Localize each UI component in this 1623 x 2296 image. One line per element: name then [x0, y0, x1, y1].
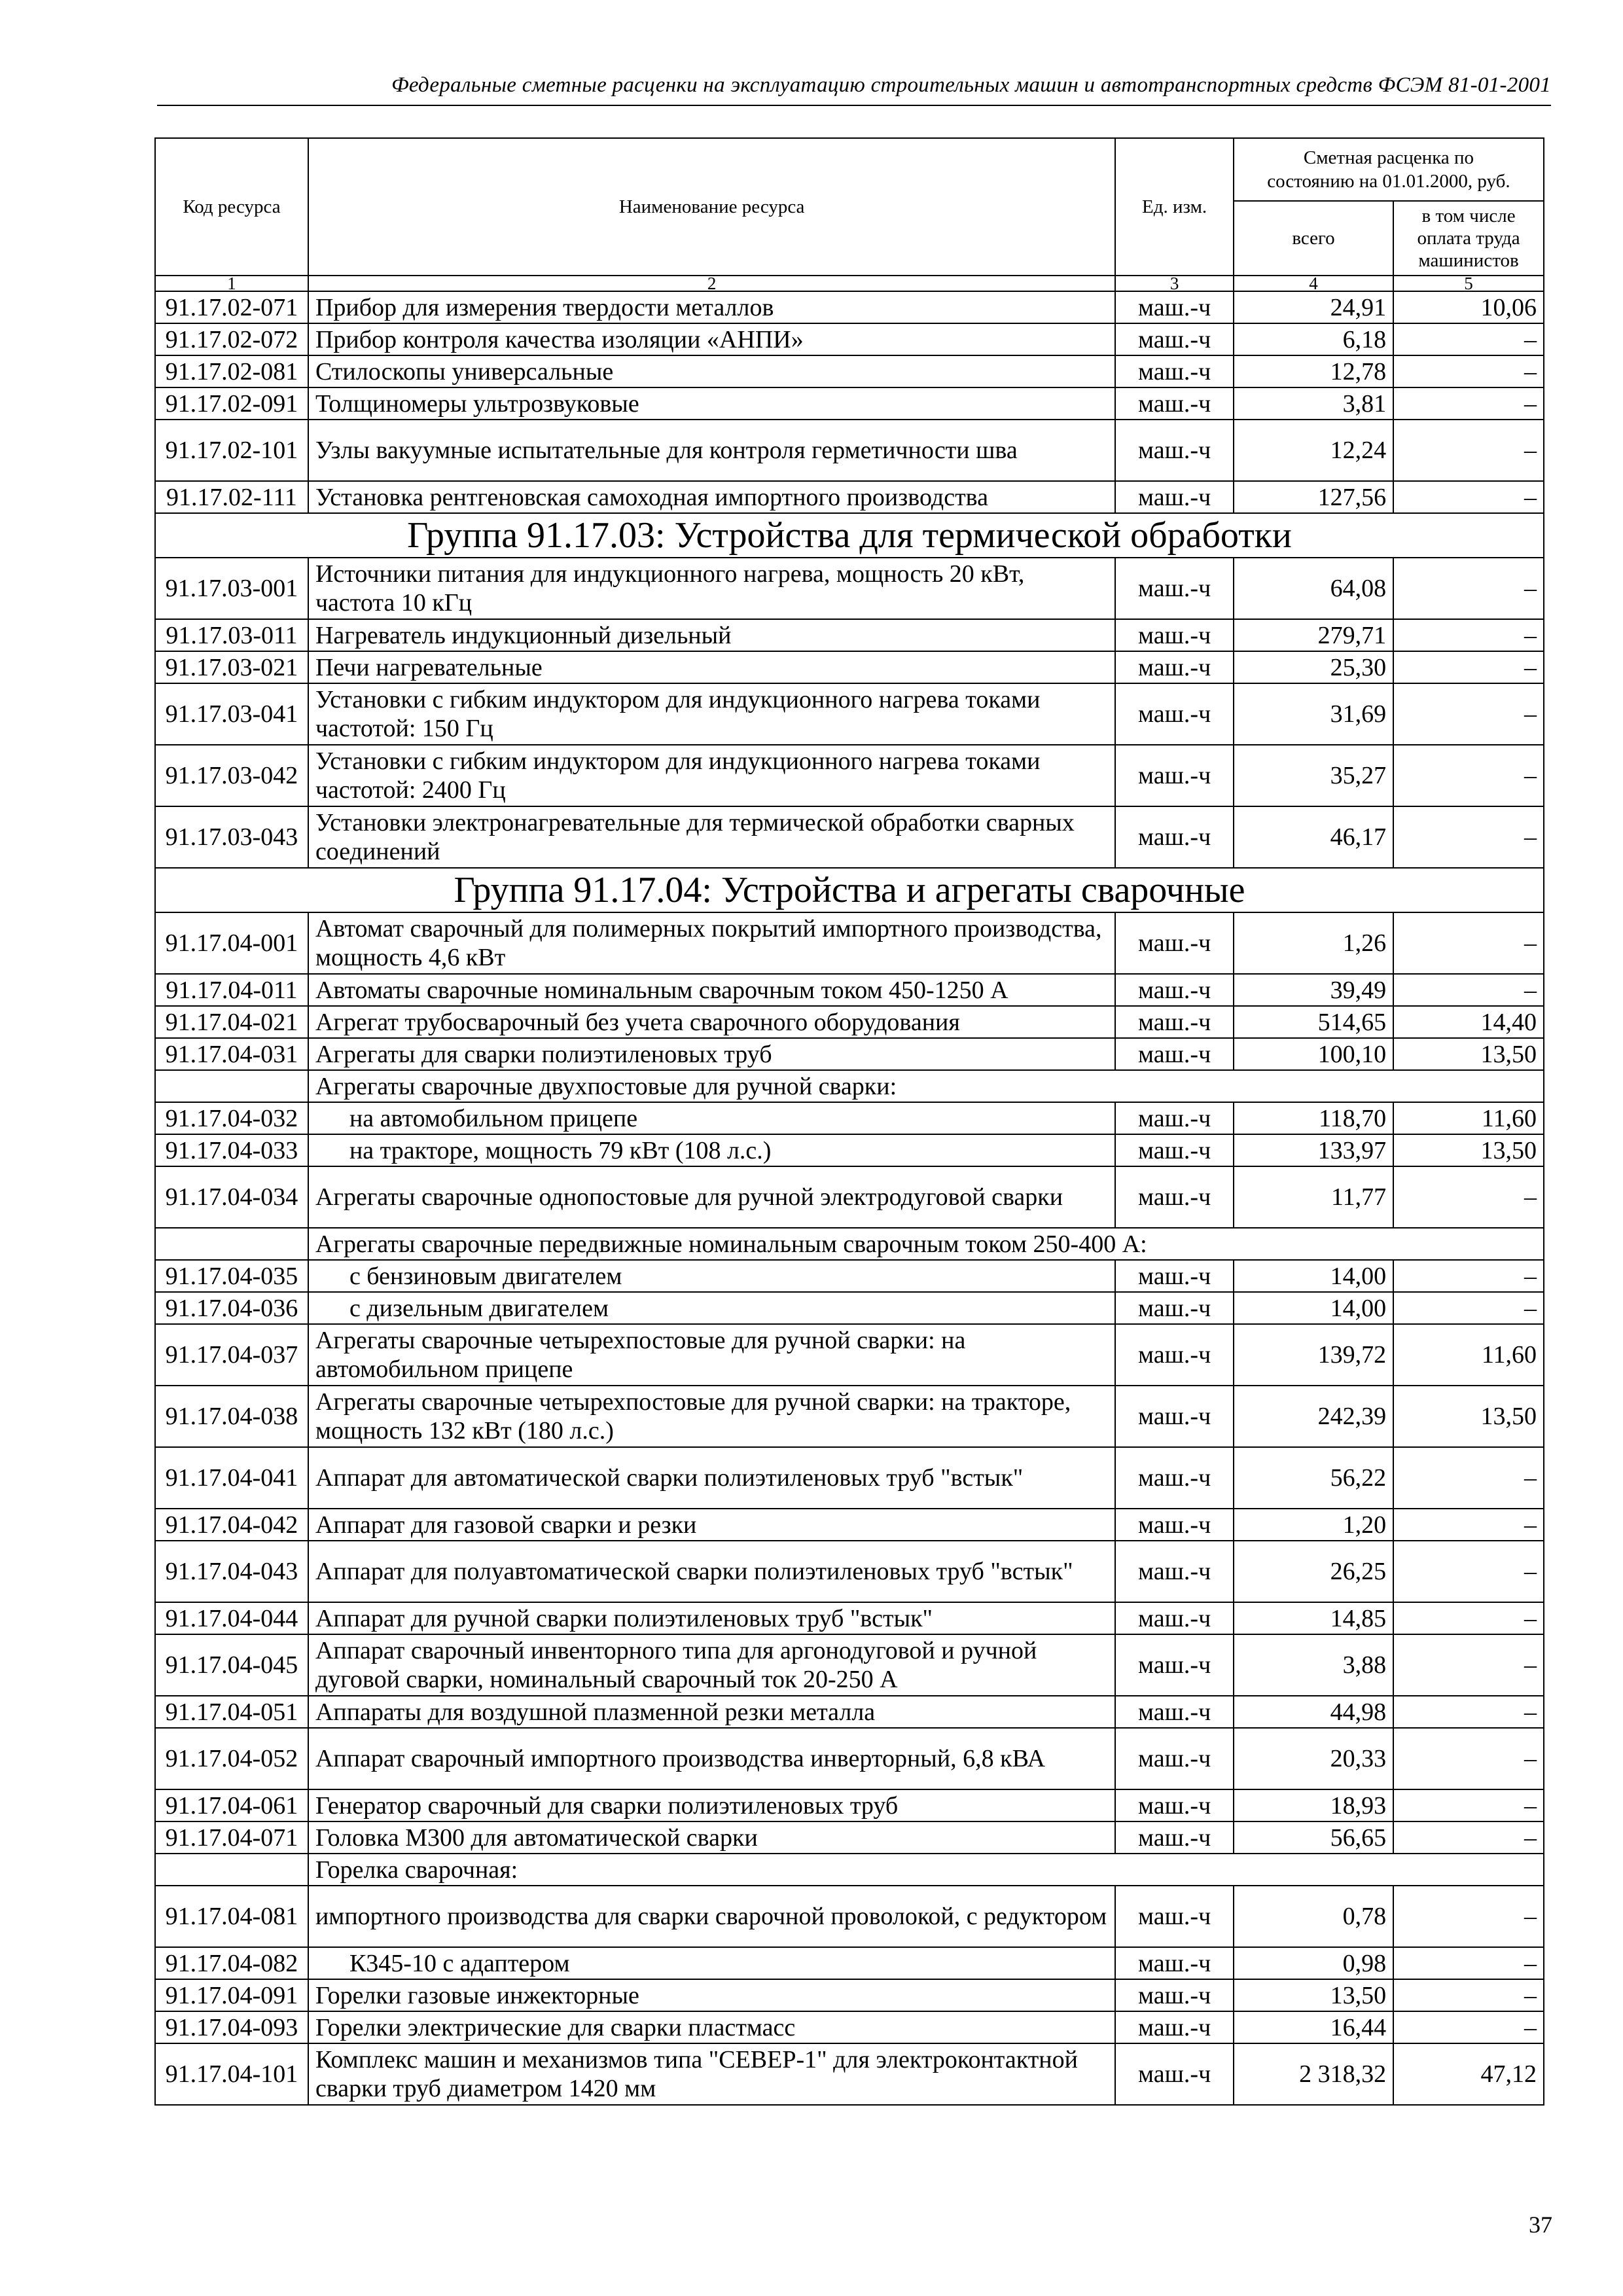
table-row: [155, 974, 1544, 1006]
caption-row: [155, 1228, 1544, 1260]
table-row: [155, 323, 1544, 355]
name-cell: Аппарат сварочный импортного производства инверторный, 6,8 кВА: [308, 1728, 1115, 1789]
header-rule: [157, 105, 1551, 106]
labor-cell: –: [1393, 1602, 1544, 1634]
table-row: [155, 619, 1544, 651]
labor-cell: –: [1393, 1696, 1544, 1728]
header-total: всего: [1234, 201, 1393, 276]
total-cell: 14,00: [1234, 1292, 1393, 1324]
labor-cell: –: [1393, 420, 1544, 481]
name-cell: Установка рентгеновская самоходная импортного производства: [308, 481, 1115, 513]
table-row: [155, 355, 1544, 387]
labor-cell: 47,12: [1393, 2043, 1544, 2105]
unit-cell: маш.-ч: [1115, 1947, 1234, 1979]
table-row: [155, 1541, 1544, 1602]
unit-cell: маш.-ч: [1115, 683, 1234, 745]
total-cell: 64,08: [1234, 558, 1393, 619]
unit-cell: маш.-ч: [1115, 1006, 1234, 1038]
code-cell: 91.17.04-038: [155, 1386, 308, 1447]
code-cell: 91.17.02-091: [155, 387, 308, 420]
code-cell: 91.17.04-034: [155, 1166, 308, 1228]
unit-cell: маш.-ч: [1115, 1886, 1234, 1947]
labor-cell: –: [1393, 1789, 1544, 1821]
table-row: [155, 420, 1544, 481]
name-cell: на тракторе, мощность 79 кВт (108 л.с.): [308, 1134, 1115, 1166]
code-cell: 91.17.04-101: [155, 2043, 308, 2105]
unit-cell: маш.-ч: [1115, 1260, 1234, 1292]
table-row: [155, 481, 1544, 513]
labor-cell: –: [1393, 1947, 1544, 1979]
total-cell: 35,27: [1234, 745, 1393, 806]
table-row: [155, 1166, 1544, 1228]
code-cell: 91.17.04-082: [155, 1947, 308, 1979]
unit-cell: маш.-ч: [1115, 1634, 1234, 1696]
total-cell: 16,44: [1234, 2011, 1393, 2043]
code-cell: 91.17.03-043: [155, 806, 308, 868]
caption-row: [155, 1070, 1544, 1102]
code-cell: 91.17.04-036: [155, 1292, 308, 1324]
name-cell: Агрегаты сварочные четырехпостовые для ручной сварки: на автомобильном прицепе: [308, 1324, 1115, 1386]
total-cell: 3,88: [1234, 1634, 1393, 1696]
table-body: [155, 291, 1544, 2105]
table-row: [155, 1324, 1544, 1386]
total-cell: 11,77: [1234, 1166, 1393, 1228]
caption-cell: Агрегаты сварочные двухпостовые для ручной сварки:: [308, 1070, 1544, 1102]
code-cell: 91.17.04-041: [155, 1447, 308, 1509]
unit-cell: маш.-ч: [1115, 745, 1234, 806]
table-row: [155, 291, 1544, 323]
caption-cell: Горелка сварочная:: [308, 1854, 1544, 1886]
unit-cell: маш.-ч: [1115, 1602, 1234, 1634]
column-number: 1: [155, 276, 308, 291]
labor-cell: –: [1393, 1260, 1544, 1292]
unit-cell: маш.-ч: [1115, 387, 1234, 420]
column-number: 3: [1115, 276, 1234, 291]
labor-cell: –: [1393, 1728, 1544, 1789]
code-cell: [155, 1070, 308, 1102]
header-name: Наименование ресурса: [308, 138, 1115, 276]
name-cell: Аппарат для газовой сварки и резки: [308, 1509, 1115, 1541]
table-row: [155, 1979, 1544, 2011]
labor-cell: –: [1393, 651, 1544, 683]
table-row: [155, 387, 1544, 420]
caption-cell: Агрегаты сварочные передвижные номинальным сварочным током 250-400 А:: [308, 1228, 1544, 1260]
labor-cell: –: [1393, 1292, 1544, 1324]
unit-cell: маш.-ч: [1115, 651, 1234, 683]
code-cell: 91.17.03-042: [155, 745, 308, 806]
labor-cell: –: [1393, 619, 1544, 651]
name-cell: Горелки газовые инжекторные: [308, 1979, 1115, 2011]
table-row: [155, 683, 1544, 745]
total-cell: 100,10: [1234, 1038, 1393, 1070]
name-cell: импортного производства для сварки сварочной проволокой, с редуктором: [308, 1886, 1115, 1947]
labor-cell: –: [1393, 1541, 1544, 1602]
name-cell: Нагреватель индукционный дизельный: [308, 619, 1115, 651]
labor-cell: –: [1393, 745, 1544, 806]
name-cell: Автомат сварочный для полимерных покрытий импортного производства, мощность 4,6 кВт: [308, 912, 1115, 974]
unit-cell: маш.-ч: [1115, 323, 1234, 355]
code-cell: 91.17.04-081: [155, 1886, 308, 1947]
total-cell: 1,26: [1234, 912, 1393, 974]
unit-cell: маш.-ч: [1115, 1541, 1234, 1602]
labor-cell: 13,50: [1393, 1386, 1544, 1447]
unit-cell: маш.-ч: [1115, 1821, 1234, 1854]
name-cell: на автомобильном прицепе: [308, 1102, 1115, 1134]
unit-cell: маш.-ч: [1115, 1166, 1234, 1228]
name-cell: Аппарат для полуавтоматической сварки полиэтиленовых труб "встык": [308, 1541, 1115, 1602]
unit-cell: маш.-ч: [1115, 974, 1234, 1006]
total-cell: 2 318,32: [1234, 2043, 1393, 2105]
labor-cell: 14,40: [1393, 1006, 1544, 1038]
code-cell: 91.17.04-091: [155, 1979, 308, 2011]
name-cell: Источники питания для индукционного нагрева, мощность 20 кВт, частота 10 кГц: [308, 558, 1115, 619]
code-cell: 91.17.04-093: [155, 2011, 308, 2043]
code-cell: 91.17.02-111: [155, 481, 308, 513]
header-unit: Ед. изм.: [1115, 138, 1234, 276]
name-cell: Узлы вакуумные испытательные для контроля герметичности шва: [308, 420, 1115, 481]
column-number: 4: [1234, 276, 1393, 291]
total-cell: 12,78: [1234, 355, 1393, 387]
table-row: [155, 1821, 1544, 1854]
unit-cell: маш.-ч: [1115, 481, 1234, 513]
code-cell: 91.17.03-011: [155, 619, 308, 651]
total-cell: 13,50: [1234, 1979, 1393, 2011]
name-cell: Агрегаты сварочные однопостовые для ручной электродуговой сварки: [308, 1166, 1115, 1228]
total-cell: 31,69: [1234, 683, 1393, 745]
total-cell: 1,20: [1234, 1509, 1393, 1541]
table-row: [155, 1696, 1544, 1728]
unit-cell: маш.-ч: [1115, 2043, 1234, 2105]
table-row: [155, 1886, 1544, 1947]
labor-cell: 10,06: [1393, 291, 1544, 323]
unit-cell: маш.-ч: [1115, 1292, 1234, 1324]
total-cell: 139,72: [1234, 1324, 1393, 1386]
code-cell: 91.17.03-001: [155, 558, 308, 619]
table-row: [155, 651, 1544, 683]
total-cell: 46,17: [1234, 806, 1393, 868]
name-cell: Установки электронагревательные для термической обработки сварных соединений: [308, 806, 1115, 868]
total-cell: 514,65: [1234, 1006, 1393, 1038]
labor-cell: –: [1393, 1979, 1544, 2011]
table-row: [155, 1602, 1544, 1634]
total-cell: 20,33: [1234, 1728, 1393, 1789]
total-cell: 14,85: [1234, 1602, 1393, 1634]
labor-cell: –: [1393, 1634, 1544, 1696]
total-cell: 6,18: [1234, 323, 1393, 355]
name-cell: Прибор контроля качества изоляции «АНПИ»: [308, 323, 1115, 355]
unit-cell: маш.-ч: [1115, 912, 1234, 974]
table-row: [155, 1006, 1544, 1038]
table-row: [155, 558, 1544, 619]
running-header: Федеральные сметные расценки на эксплуатацию строительных машин и автотранспортных средств ФСЭМ 81-01-2001: [391, 73, 1551, 97]
total-cell: 39,49: [1234, 974, 1393, 1006]
code-cell: 91.17.03-021: [155, 651, 308, 683]
name-cell: Аппараты для воздушной плазменной резки металла: [308, 1696, 1115, 1728]
code-cell: 91.17.04-037: [155, 1324, 308, 1386]
table-row: [155, 1038, 1544, 1070]
unit-cell: маш.-ч: [1115, 1979, 1234, 2011]
unit-cell: маш.-ч: [1115, 291, 1234, 323]
total-cell: 44,98: [1234, 1696, 1393, 1728]
name-cell: Аппарат сварочный инвенторного типа для аргонодуговой и ручной дуговой сварки, номинальный сварочный ток 20-250 А: [308, 1634, 1115, 1696]
section-row: [155, 513, 1544, 558]
unit-cell: маш.-ч: [1115, 2011, 1234, 2043]
code-cell: 91.17.03-041: [155, 683, 308, 745]
name-cell: Агрегаты сварочные четырехпостовые для ручной сварки: на тракторе, мощность 132 кВт (180 л.с.): [308, 1386, 1115, 1447]
column-numbers-row: [155, 276, 1544, 291]
table-row: [155, 1728, 1544, 1789]
labor-cell: –: [1393, 1166, 1544, 1228]
name-cell: Установки с гибким индуктором для индукционного нагрева токами частотой: 2400 Гц: [308, 745, 1115, 806]
code-cell: 91.17.04-001: [155, 912, 308, 974]
table-row: [155, 1634, 1544, 1696]
code-cell: [155, 1228, 308, 1260]
unit-cell: маш.-ч: [1115, 1134, 1234, 1166]
labor-cell: –: [1393, 323, 1544, 355]
total-cell: 133,97: [1234, 1134, 1393, 1166]
total-cell: 12,24: [1234, 420, 1393, 481]
table-row: [155, 745, 1544, 806]
name-cell: Комплекс машин и механизмов типа "СЕВЕР-1" для электроконтактной сварки труб диаметром 1420 мм: [308, 2043, 1115, 2105]
section-title: Группа 91.17.04: Устройства и агрегаты сварочные: [155, 868, 1544, 912]
unit-cell: маш.-ч: [1115, 619, 1234, 651]
code-cell: 91.17.04-061: [155, 1789, 308, 1821]
name-cell: Генератор сварочный для сварки полиэтиленовых труб: [308, 1789, 1115, 1821]
unit-cell: маш.-ч: [1115, 1038, 1234, 1070]
name-cell: Установки с гибким индуктором для индукционного нагрева токами частотой: 150 Гц: [308, 683, 1115, 745]
labor-cell: –: [1393, 1509, 1544, 1541]
name-cell: Автоматы сварочные номинальным сварочным током 450-1250 А: [308, 974, 1115, 1006]
unit-cell: маш.-ч: [1115, 1447, 1234, 1509]
unit-cell: маш.-ч: [1115, 1324, 1234, 1386]
name-cell: с дизельным двигателем: [308, 1292, 1115, 1324]
labor-cell: –: [1393, 481, 1544, 513]
total-cell: 18,93: [1234, 1789, 1393, 1821]
labor-cell: –: [1393, 1447, 1544, 1509]
unit-cell: маш.-ч: [1115, 806, 1234, 868]
total-cell: 3,81: [1234, 387, 1393, 420]
table-row: [155, 806, 1544, 868]
code-cell: 91.17.04-043: [155, 1541, 308, 1602]
labor-cell: –: [1393, 806, 1544, 868]
table-row: [155, 2043, 1544, 2105]
unit-cell: маш.-ч: [1115, 1696, 1234, 1728]
labor-cell: –: [1393, 974, 1544, 1006]
column-number: 2: [308, 276, 1115, 291]
code-cell: 91.17.04-031: [155, 1038, 308, 1070]
unit-cell: маш.-ч: [1115, 1386, 1234, 1447]
caption-row: [155, 1854, 1544, 1886]
table-row: [155, 1447, 1544, 1509]
table-row: [155, 1789, 1544, 1821]
code-cell: 91.17.04-051: [155, 1696, 308, 1728]
code-cell: 91.17.04-021: [155, 1006, 308, 1038]
code-cell: 91.17.04-035: [155, 1260, 308, 1292]
table-row: [155, 1260, 1544, 1292]
section-row: [155, 868, 1544, 912]
name-cell: Горелки электрические для сварки пластмасс: [308, 2011, 1115, 2043]
code-cell: 91.17.04-042: [155, 1509, 308, 1541]
total-cell: 0,98: [1234, 1947, 1393, 1979]
name-cell: К345-10 с адаптером: [308, 1947, 1115, 1979]
table-row: [155, 1386, 1544, 1447]
table-row: [155, 1134, 1544, 1166]
table-row: [155, 2011, 1544, 2043]
labor-cell: –: [1393, 387, 1544, 420]
total-cell: 118,70: [1234, 1102, 1393, 1134]
labor-cell: 13,50: [1393, 1038, 1544, 1070]
labor-cell: –: [1393, 2011, 1544, 2043]
unit-cell: маш.-ч: [1115, 558, 1234, 619]
name-cell: Агрегаты для сварки полиэтиленовых труб: [308, 1038, 1115, 1070]
total-cell: 0,78: [1234, 1886, 1393, 1947]
code-cell: 91.17.04-071: [155, 1821, 308, 1854]
labor-cell: 11,60: [1393, 1102, 1544, 1134]
unit-cell: маш.-ч: [1115, 1509, 1234, 1541]
code-cell: 91.17.04-011: [155, 974, 308, 1006]
total-cell: 14,00: [1234, 1260, 1393, 1292]
code-cell: 91.17.04-052: [155, 1728, 308, 1789]
total-cell: 56,22: [1234, 1447, 1393, 1509]
table-row: [155, 1509, 1544, 1541]
table-header: [155, 138, 1544, 291]
code-cell: 91.17.02-101: [155, 420, 308, 481]
code-cell: 91.17.04-045: [155, 1634, 308, 1696]
unit-cell: маш.-ч: [1115, 420, 1234, 481]
unit-cell: маш.-ч: [1115, 355, 1234, 387]
header-code: Код ресурса: [155, 138, 308, 276]
name-cell: Аппарат для ручной сварки полиэтиленовых труб "встык": [308, 1602, 1115, 1634]
name-cell: Прибор для измерения твердости металлов: [308, 291, 1115, 323]
table-row: [155, 1102, 1544, 1134]
total-cell: 279,71: [1234, 619, 1393, 651]
rates-table: [154, 137, 1544, 2106]
code-cell: 91.17.04-033: [155, 1134, 308, 1166]
unit-cell: маш.-ч: [1115, 1789, 1234, 1821]
section-title: Группа 91.17.03: Устройства для термической обработки: [155, 513, 1544, 558]
unit-cell: маш.-ч: [1115, 1102, 1234, 1134]
total-cell: 127,56: [1234, 481, 1393, 513]
total-cell: 242,39: [1234, 1386, 1393, 1447]
total-cell: 56,65: [1234, 1821, 1393, 1854]
table-row: [155, 912, 1544, 974]
code-cell: 91.17.04-032: [155, 1102, 308, 1134]
labor-cell: –: [1393, 558, 1544, 619]
header-labor: в том числе оплата труда машинистов: [1393, 201, 1544, 276]
code-cell: 91.17.02-071: [155, 291, 308, 323]
name-cell: с бензиновым двигателем: [308, 1260, 1115, 1292]
labor-cell: –: [1393, 683, 1544, 745]
page-number: 37: [1529, 2212, 1552, 2238]
labor-cell: 11,60: [1393, 1324, 1544, 1386]
name-cell: Агрегат трубосварочный без учета сварочного оборудования: [308, 1006, 1115, 1038]
name-cell: Стилоскопы универсальные: [308, 355, 1115, 387]
name-cell: Головка М300 для автоматической сварки: [308, 1821, 1115, 1854]
labor-cell: 13,50: [1393, 1134, 1544, 1166]
code-cell: 91.17.02-072: [155, 323, 308, 355]
column-number: 5: [1393, 276, 1544, 291]
unit-cell: маш.-ч: [1115, 1728, 1234, 1789]
table-row: [155, 1292, 1544, 1324]
labor-cell: –: [1393, 1821, 1544, 1854]
code-cell: 91.17.02-081: [155, 355, 308, 387]
name-cell: Толщиномеры ультрозвуковые: [308, 387, 1115, 420]
total-cell: 24,91: [1234, 291, 1393, 323]
total-cell: 25,30: [1234, 651, 1393, 683]
labor-cell: –: [1393, 1886, 1544, 1947]
header-price-group: Сметная расценка по состоянию на 01.01.2000, руб.: [1234, 138, 1544, 201]
total-cell: 26,25: [1234, 1541, 1393, 1602]
name-cell: Печи нагревательные: [308, 651, 1115, 683]
code-cell: 91.17.04-044: [155, 1602, 308, 1634]
labor-cell: –: [1393, 355, 1544, 387]
labor-cell: –: [1393, 912, 1544, 974]
table-row: [155, 1947, 1544, 1979]
name-cell: Аппарат для автоматической сварки полиэтиленовых труб "встык": [308, 1447, 1115, 1509]
code-cell: [155, 1854, 308, 1886]
